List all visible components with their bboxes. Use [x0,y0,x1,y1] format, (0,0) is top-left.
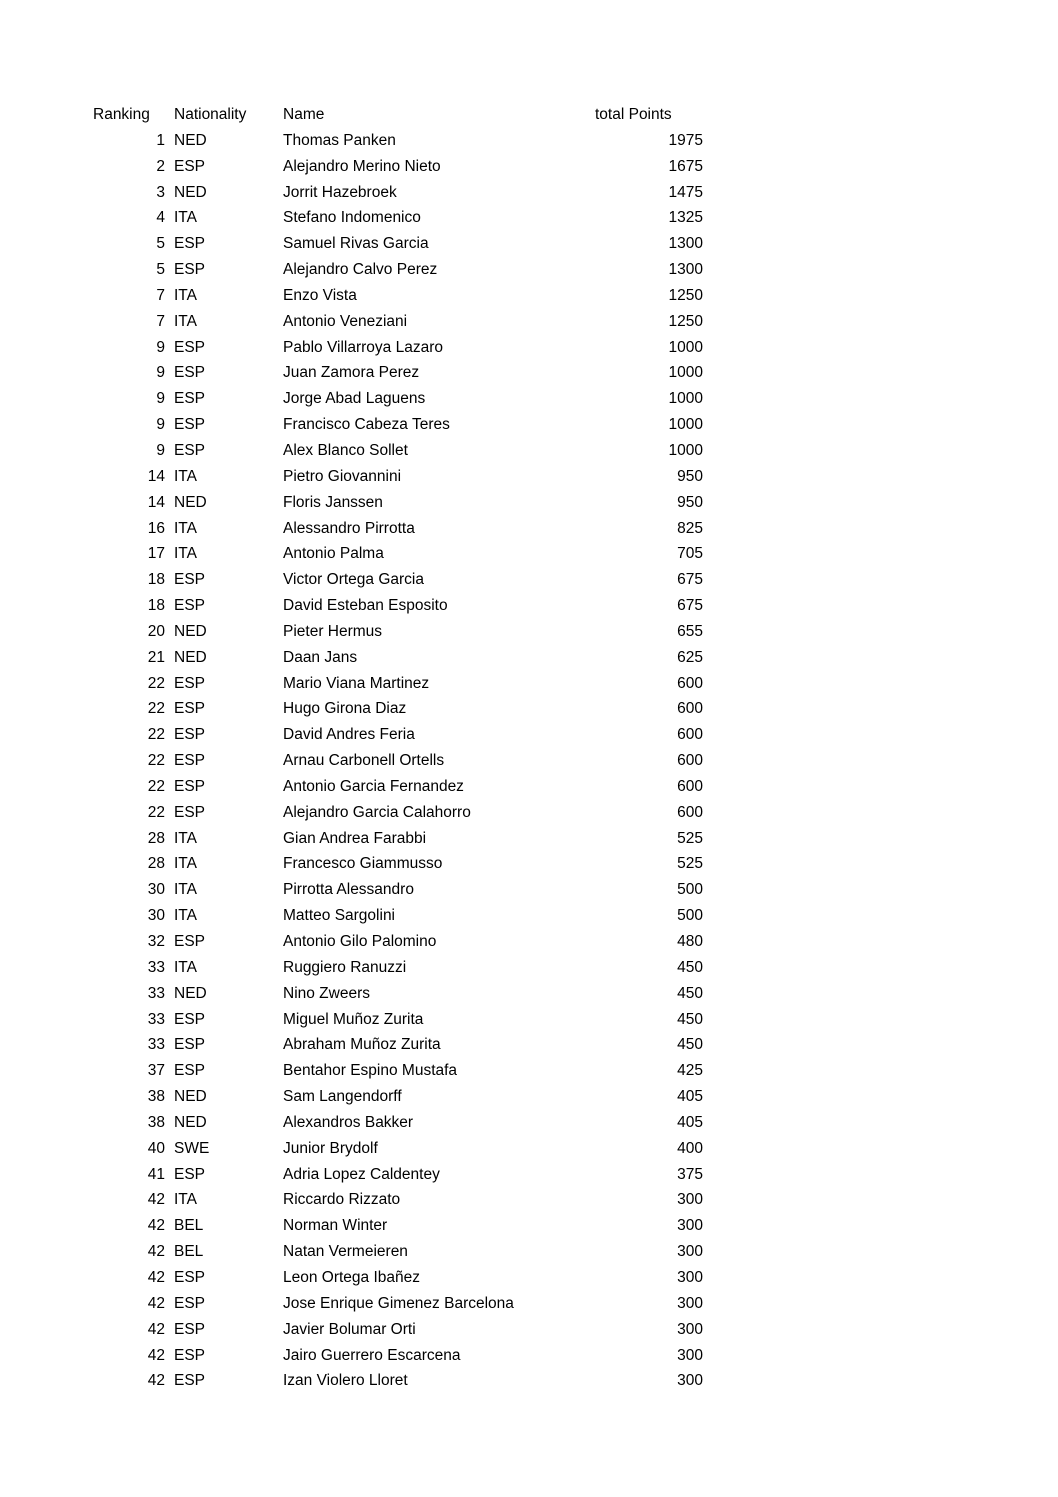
name-cell: Nino Zweers [283,984,370,1002]
ranking-cell: 14 [147,493,165,511]
points-cell: 705 [677,545,703,563]
nationality-cell: ESP [174,1346,206,1364]
points-cell: 1300 [668,261,703,279]
ranking-cell: 38 [147,1088,165,1106]
name-cell: Stefano Indomenico [283,209,421,227]
nationality-cell: ESP [174,597,206,615]
name-cell: Ruggiero Ranuzzi [283,958,407,976]
name-cell: Jairo Guerrero Escarcena [283,1346,461,1364]
ranking-cell: 42 [147,1268,165,1286]
ranking-cell: 2 [156,157,165,175]
nationality-cell: BEL [174,1243,204,1261]
name-cell: Floris Janssen [283,493,383,511]
ranking-cell: 22 [147,674,165,692]
nationality-cell: NED [174,131,207,149]
points-cell: 300 [677,1268,703,1286]
nationality-cell: ITA [174,1191,197,1209]
points-cell: 300 [677,1372,703,1390]
table-row [93,593,703,619]
points-cell: 375 [677,1165,703,1183]
points-cell: 450 [677,1010,703,1028]
nationality-cell: ESP [174,700,206,718]
name-cell: Pirrotta Alessandro [283,881,414,899]
header-nationality: Nationality [174,106,247,123]
table-row [93,1032,703,1058]
table-row [93,464,703,490]
header-ranking: Ranking [93,106,150,123]
table-row [93,283,703,309]
name-cell: Francesco Giammusso [283,855,443,873]
ranking-cell: 33 [147,984,165,1002]
table-row [93,128,703,154]
name-cell: Samuel Rivas Garcia [283,235,429,253]
ranking-cell: 42 [147,1294,165,1312]
table-row [93,1265,703,1291]
name-cell: Jose Enrique Gimenez Barcelona [283,1294,514,1312]
name-cell: Jorge Abad Laguens [283,390,426,408]
table-row [93,1213,703,1239]
name-cell: David Esteban Esposito [283,597,448,615]
nationality-cell: ITA [174,907,197,925]
points-cell: 675 [677,597,703,615]
ranking-cell: 16 [147,519,165,537]
header-name: Name [283,106,325,123]
ranking-cell: 28 [147,855,165,873]
name-cell: Junior Brydolf [283,1139,378,1157]
ranking-cell: 33 [147,958,165,976]
table-row [93,1136,703,1162]
table-row [93,1058,703,1084]
points-cell: 1000 [668,364,703,382]
table-row [93,826,703,852]
points-cell: 300 [677,1294,703,1312]
table-row [93,490,703,516]
nationality-cell: ESP [174,726,206,744]
name-cell: Antonio Veneziani [283,312,408,330]
nationality-cell: ESP [174,571,206,589]
points-cell: 1300 [668,235,703,253]
ranking-cell: 21 [147,648,165,666]
ranking-cell: 9 [156,390,165,408]
name-cell: Javier Bolumar Orti [283,1320,416,1338]
table-row [93,516,703,542]
ranking-cell: 7 [156,286,165,304]
nationality-cell: ITA [174,286,197,304]
table-row [93,851,703,877]
nationality-cell: ESP [174,1036,206,1054]
points-cell: 1000 [668,338,703,356]
header-total-points: total Points [595,106,672,123]
points-cell: 625 [677,648,703,666]
name-cell: Alex Blanco Sollet [283,441,408,459]
nationality-cell: ESP [174,674,206,692]
table-row [93,748,703,774]
nationality-cell: ESP [174,416,206,434]
points-cell: 655 [677,622,703,640]
name-cell: Natan Vermeieren [283,1243,408,1261]
ranking-cell: 4 [156,209,165,227]
nationality-cell: NED [174,648,207,666]
points-cell: 405 [677,1113,703,1131]
ranking-cell: 42 [147,1320,165,1338]
points-cell: 450 [677,984,703,1002]
name-cell: Francisco Cabeza Teres [283,416,450,434]
points-cell: 500 [677,881,703,899]
name-cell: Sam Langendorff [283,1088,402,1106]
table-row [93,1007,703,1033]
nationality-cell: ESP [174,1165,206,1183]
ranking-cell: 42 [147,1372,165,1390]
nationality-cell: ESP [174,1062,206,1080]
nationality-cell: NED [174,183,207,201]
ranking-cell: 17 [147,545,165,563]
ranking-cell: 22 [147,700,165,718]
points-cell: 950 [677,493,703,511]
table-row [93,696,703,722]
points-cell: 480 [677,933,703,950]
table-row [93,412,703,438]
nationality-cell: ESP [174,235,206,253]
points-cell: 600 [677,803,703,821]
nationality-cell: ESP [174,338,206,356]
points-cell: 600 [677,674,703,692]
nationality-cell: ESP [174,1294,206,1312]
points-cell: 1000 [668,390,703,408]
name-cell: Alejandro Garcia Calahorro [283,803,471,821]
name-cell: Leon Ortega Ibañez [283,1268,421,1286]
table-row [93,877,703,903]
ranking-cell: 40 [147,1139,165,1157]
table-row [93,800,703,826]
nationality-cell: ESP [174,1010,206,1028]
ranking-cell: 22 [147,777,165,795]
points-cell: 600 [677,777,703,795]
ranking-cell: 42 [147,1191,165,1209]
nationality-cell: ITA [174,855,197,873]
ranking-cell: 30 [147,881,165,899]
name-cell: Alessandro Pirrotta [283,519,415,537]
name-cell: Antonio Garcia Fernandez [283,777,464,795]
name-cell: Enzo Vista [283,286,357,304]
points-cell: 600 [677,726,703,744]
name-cell: Jorrit Hazebroek [283,183,397,201]
nationality-cell: NED [174,1088,207,1106]
ranking-cell: 22 [147,726,165,744]
table-row [93,1317,703,1343]
table-row [93,1368,703,1394]
nationality-cell: SWE [174,1139,210,1157]
table-row [93,541,703,567]
table-row [93,1162,703,1188]
table-row [93,903,703,929]
name-cell: Adria Lopez Caldentey [283,1165,440,1183]
ranking-cell: 9 [156,364,165,382]
nationality-cell: ITA [174,519,197,537]
nationality-cell: ESP [174,803,206,821]
nationality-cell: NED [174,622,207,640]
name-cell: Juan Zamora Perez [283,364,420,382]
name-cell: Thomas Panken [283,131,396,149]
ranking-cell: 1 [156,131,165,149]
points-cell: 1250 [668,286,703,304]
name-cell: Bentahor Espino Mustafa [283,1062,458,1080]
points-cell: 450 [677,1036,703,1054]
table-row [93,619,703,645]
points-cell: 1250 [668,312,703,330]
ranking-cell: 42 [147,1243,165,1261]
table-row [93,1239,703,1265]
table-row [93,1343,703,1369]
ranking-cell: 41 [147,1165,165,1183]
name-cell: Alexandros Bakker [283,1113,414,1131]
ranking-cell: 7 [156,312,165,330]
name-cell: Matteo Sargolini [283,907,396,925]
ranking-cell: 18 [147,571,165,589]
points-cell: 1000 [668,441,703,459]
points-cell: 1675 [668,157,703,175]
name-cell: Hugo Girona Diaz [283,700,407,718]
nationality-cell: ESP [174,364,206,382]
nationality-cell: ESP [174,1372,206,1390]
nationality-cell: ESP [174,777,206,795]
points-cell: 525 [677,855,703,873]
points-cell: 950 [677,467,703,485]
table-row [93,1291,703,1317]
name-cell: Mario Viana Martinez [283,674,430,692]
points-cell: 500 [677,907,703,925]
ranking-cell: 30 [147,907,165,925]
name-cell: Riccardo Rizzato [283,1191,401,1209]
points-cell: 450 [677,958,703,976]
ranking-cell: 42 [147,1217,165,1235]
nationality-cell: ESP [174,1320,206,1338]
nationality-cell: ESP [174,157,206,175]
table-row [93,722,703,748]
name-cell: Abraham Muñoz Zurita [283,1036,441,1054]
nationality-cell: ESP [174,441,206,459]
ranking-cell: 9 [156,338,165,356]
name-cell: Gian Andrea Farabbi [283,829,427,847]
ranking-cell: 3 [156,183,165,201]
table-row [93,1187,703,1213]
ranking-cell: 9 [156,416,165,434]
name-cell: Antonio Palma [283,545,384,563]
ranking-cell: 38 [147,1113,165,1131]
points-cell: 600 [677,700,703,718]
name-cell: Alejandro Calvo Perez [283,261,438,279]
points-cell: 1975 [668,131,703,149]
points-cell: 525 [677,829,703,847]
name-cell: Norman Winter [283,1217,388,1235]
table-row [93,981,703,1007]
ranking-cell: 42 [147,1346,165,1364]
points-cell: 825 [677,519,703,537]
name-cell: Arnau Carbonell Ortells [283,752,445,770]
nationality-cell: ESP [174,390,206,408]
nationality-cell: NED [174,984,207,1002]
nationality-cell: BEL [174,1217,204,1235]
ranking-cell: 14 [147,467,165,485]
nationality-cell: ITA [174,829,197,847]
ranking-cell: 33 [147,1036,165,1054]
nationality-cell: ITA [174,467,197,485]
table-row [93,205,703,231]
points-cell: 400 [677,1139,703,1157]
name-cell: Victor Ortega Garcia [283,571,424,589]
name-cell: Pietro Giovannini [283,467,402,485]
points-cell: 300 [677,1320,703,1338]
ranking-cell: 5 [156,261,165,279]
table-row [93,309,703,335]
name-cell: Daan Jans [283,648,358,666]
name-cell: Pablo Villarroya Lazaro [283,338,443,356]
table-row [93,1084,703,1110]
ranking-cell: 22 [147,752,165,770]
name-cell: Izan Violero Lloret [283,1372,408,1390]
table-row [93,360,703,386]
table-header-row [93,102,703,128]
name-cell: Antonio Gilo Palomino [283,933,437,950]
points-cell: 300 [677,1243,703,1261]
nationality-cell: NED [174,1113,207,1131]
nationality-cell: ESP [174,1268,206,1286]
ranking-cell: 18 [147,597,165,615]
points-cell: 300 [677,1191,703,1209]
ranking-cell: 37 [147,1062,165,1080]
table-row [93,257,703,283]
points-cell: 1475 [668,183,703,201]
ranking-table [93,102,703,1394]
nationality-cell: ITA [174,545,197,563]
table-row [93,929,703,955]
nationality-cell: ESP [174,933,206,950]
nationality-cell: ESP [174,752,206,770]
name-cell: Alejandro Merino Nieto [283,157,441,175]
ranking-cell: 33 [147,1010,165,1028]
nationality-cell: ITA [174,209,197,227]
name-cell: Pieter Hermus [283,622,383,640]
table-row [93,231,703,257]
table-row [93,438,703,464]
points-cell: 300 [677,1217,703,1235]
ranking-cell: 28 [147,829,165,847]
table-row [93,386,703,412]
ranking-cell: 5 [156,235,165,253]
points-cell: 405 [677,1088,703,1106]
points-cell: 300 [677,1346,703,1364]
table-row [93,154,703,180]
table-row [93,645,703,671]
points-cell: 675 [677,571,703,589]
table-row [93,955,703,981]
points-cell: 600 [677,752,703,770]
name-cell: Miguel Muñoz Zurita [283,1010,424,1028]
nationality-cell: ITA [174,958,197,976]
table-row [93,567,703,593]
points-cell: 425 [677,1062,703,1080]
table-row [93,1110,703,1136]
nationality-cell: ITA [174,312,197,330]
table-row [93,335,703,361]
nationality-cell: ESP [174,261,206,279]
ranking-cell: 9 [156,441,165,459]
points-cell: 1325 [668,209,703,227]
table-row [93,671,703,697]
points-cell: 1000 [668,416,703,434]
nationality-cell: ITA [174,881,197,899]
ranking-cell: 22 [147,803,165,821]
table-row [93,180,703,206]
ranking-cell: 32 [147,933,165,950]
ranking-cell: 20 [147,622,165,640]
table-body [93,128,703,1394]
table-row [93,774,703,800]
name-cell: David Andres Feria [283,726,415,744]
nationality-cell: NED [174,493,207,511]
